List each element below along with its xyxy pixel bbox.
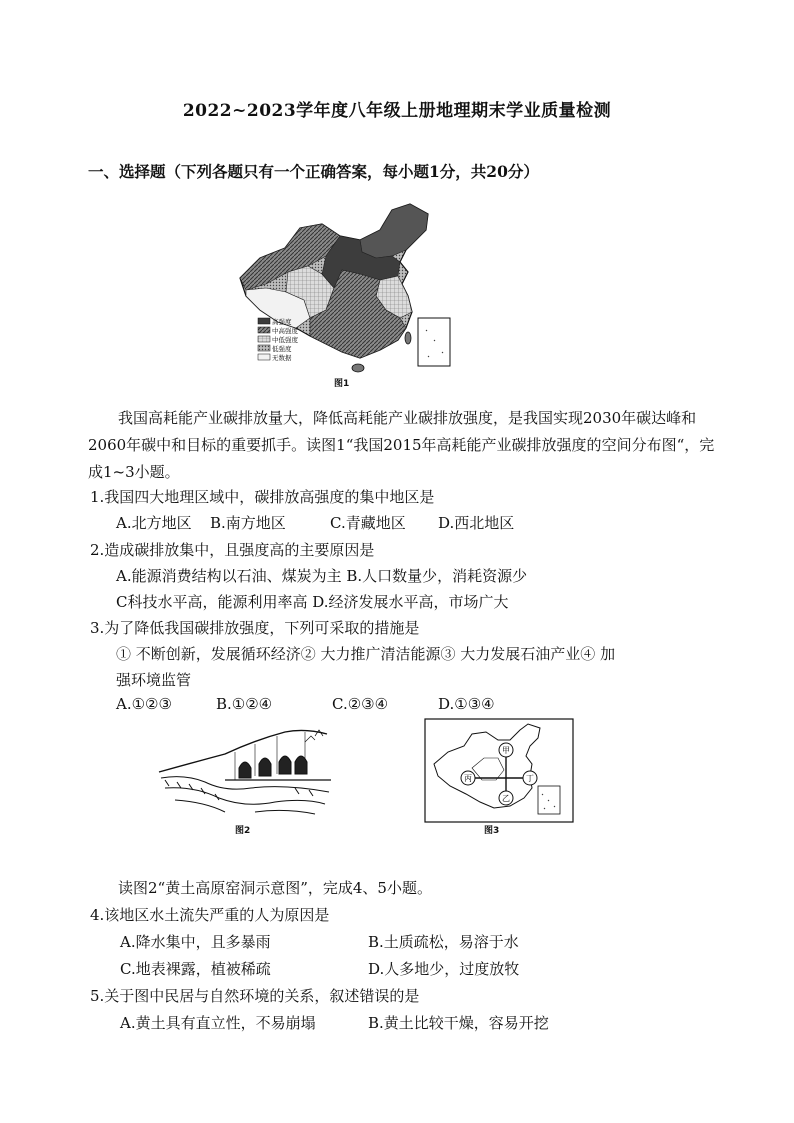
q3-option-d: D.①③④ <box>438 695 495 713</box>
legend-mid-low: 中低强度 <box>272 336 298 344</box>
question-4-stem: 4.该地区水土流失严重的人为原因是 <box>90 906 330 924</box>
legend-high: 高强度 <box>272 318 292 326</box>
intro-paragraph-2: 读图2“黄土高原窑洞示意图”，完成4、5小题。 <box>118 879 432 897</box>
page-title: 2022~2023学年度八年级上册地理期末学业质量检测 <box>182 101 612 121</box>
question-4-options-row-2 <box>0 958 794 982</box>
question-4-options-row-1 <box>0 931 794 955</box>
legend-no-data: 无数据 <box>272 354 292 362</box>
q4-option-a: A.降水集中，且多暴雨 <box>120 933 271 951</box>
label-yi: 乙 <box>502 794 510 803</box>
q4-option-c: C.地表裸露，植被稀疏 <box>120 960 271 978</box>
china-map-regions <box>424 718 574 823</box>
label-jia: 甲 <box>502 746 510 755</box>
figure-2 <box>155 722 335 822</box>
q1-option-b: B.南方地区 <box>210 514 286 532</box>
q3-measures-line-2: 强环境监管 <box>116 671 192 689</box>
question-3-options <box>0 695 794 719</box>
figure-2-caption: 图2 <box>235 826 251 836</box>
q1-option-d: D.西北地区 <box>438 514 515 532</box>
question-5-options <box>0 1012 794 1036</box>
legend-low: 低强度 <box>272 345 292 353</box>
q5-option-b: B.黄土比较干燥，容易开挖 <box>368 1014 549 1032</box>
question-2-stem: 2.造成碳排放集中，且强度高的主要原因是 <box>90 541 375 559</box>
intro-paragraph-1: 我国高耗能产业碳排放量大，降低高耗能产业碳排放强度，是我国实现2030年碳达峰和2060年碳中和目标的重要抓手。读图1“我国2015年高耗能产业碳排放强度的空间分布图“，完成1~3小题。 <box>88 409 715 481</box>
q3-measures-line-1: ① 不断创新，发展循环经济② 大力推广清洁能源③ 大力发展石油产业④ 加 <box>116 645 616 663</box>
q3-option-b: B.①②④ <box>216 695 273 713</box>
figure-3-caption: 图3 <box>484 826 500 836</box>
question-1-stem: 1.我国四大地理区域中，碳排放高强度的集中地区是 <box>90 488 435 506</box>
q4-option-d: D.人多地少，过度放牧 <box>368 960 520 978</box>
q5-option-a: A.黄土具有直立性，不易崩塌 <box>120 1014 316 1032</box>
q1-option-a: A.北方地区 <box>116 514 192 532</box>
q2-options-cd: C科技水平高，能源利用率高 D.经济发展水平高，市场广大 <box>116 593 509 611</box>
label-bing: 丙 <box>464 774 472 783</box>
label-ding: 丁 <box>526 774 534 783</box>
figure-3 <box>424 718 574 823</box>
figure-1 <box>230 200 470 395</box>
section-heading: 一、选择题（下列各题只有一个正确答案，每小题1分，共20分） <box>88 162 539 181</box>
q4-option-b: B.土质疏松，易溶于水 <box>368 933 519 951</box>
figure-1-caption: 图1 <box>334 379 350 389</box>
q3-option-a: A.①②③ <box>116 695 172 713</box>
china-emission-map <box>230 200 470 395</box>
question-3-stem: 3.为了降低我国碳排放强度，下列可采取的措施是 <box>90 619 420 637</box>
question-1-options <box>0 512 794 536</box>
legend-mid-high: 中高强度 <box>272 327 298 335</box>
q3-option-c: C.②③④ <box>332 695 389 713</box>
q2-options-ab: A.能源消费结构以石油、煤炭为主 B.人口数量少，消耗资源少 <box>116 567 528 585</box>
q1-option-c: C.青藏地区 <box>330 514 406 532</box>
question-5-stem: 5.关于图中民居与自然环境的关系，叙述错误的是 <box>90 987 420 1005</box>
loess-cave-dwelling-sketch <box>155 722 335 822</box>
